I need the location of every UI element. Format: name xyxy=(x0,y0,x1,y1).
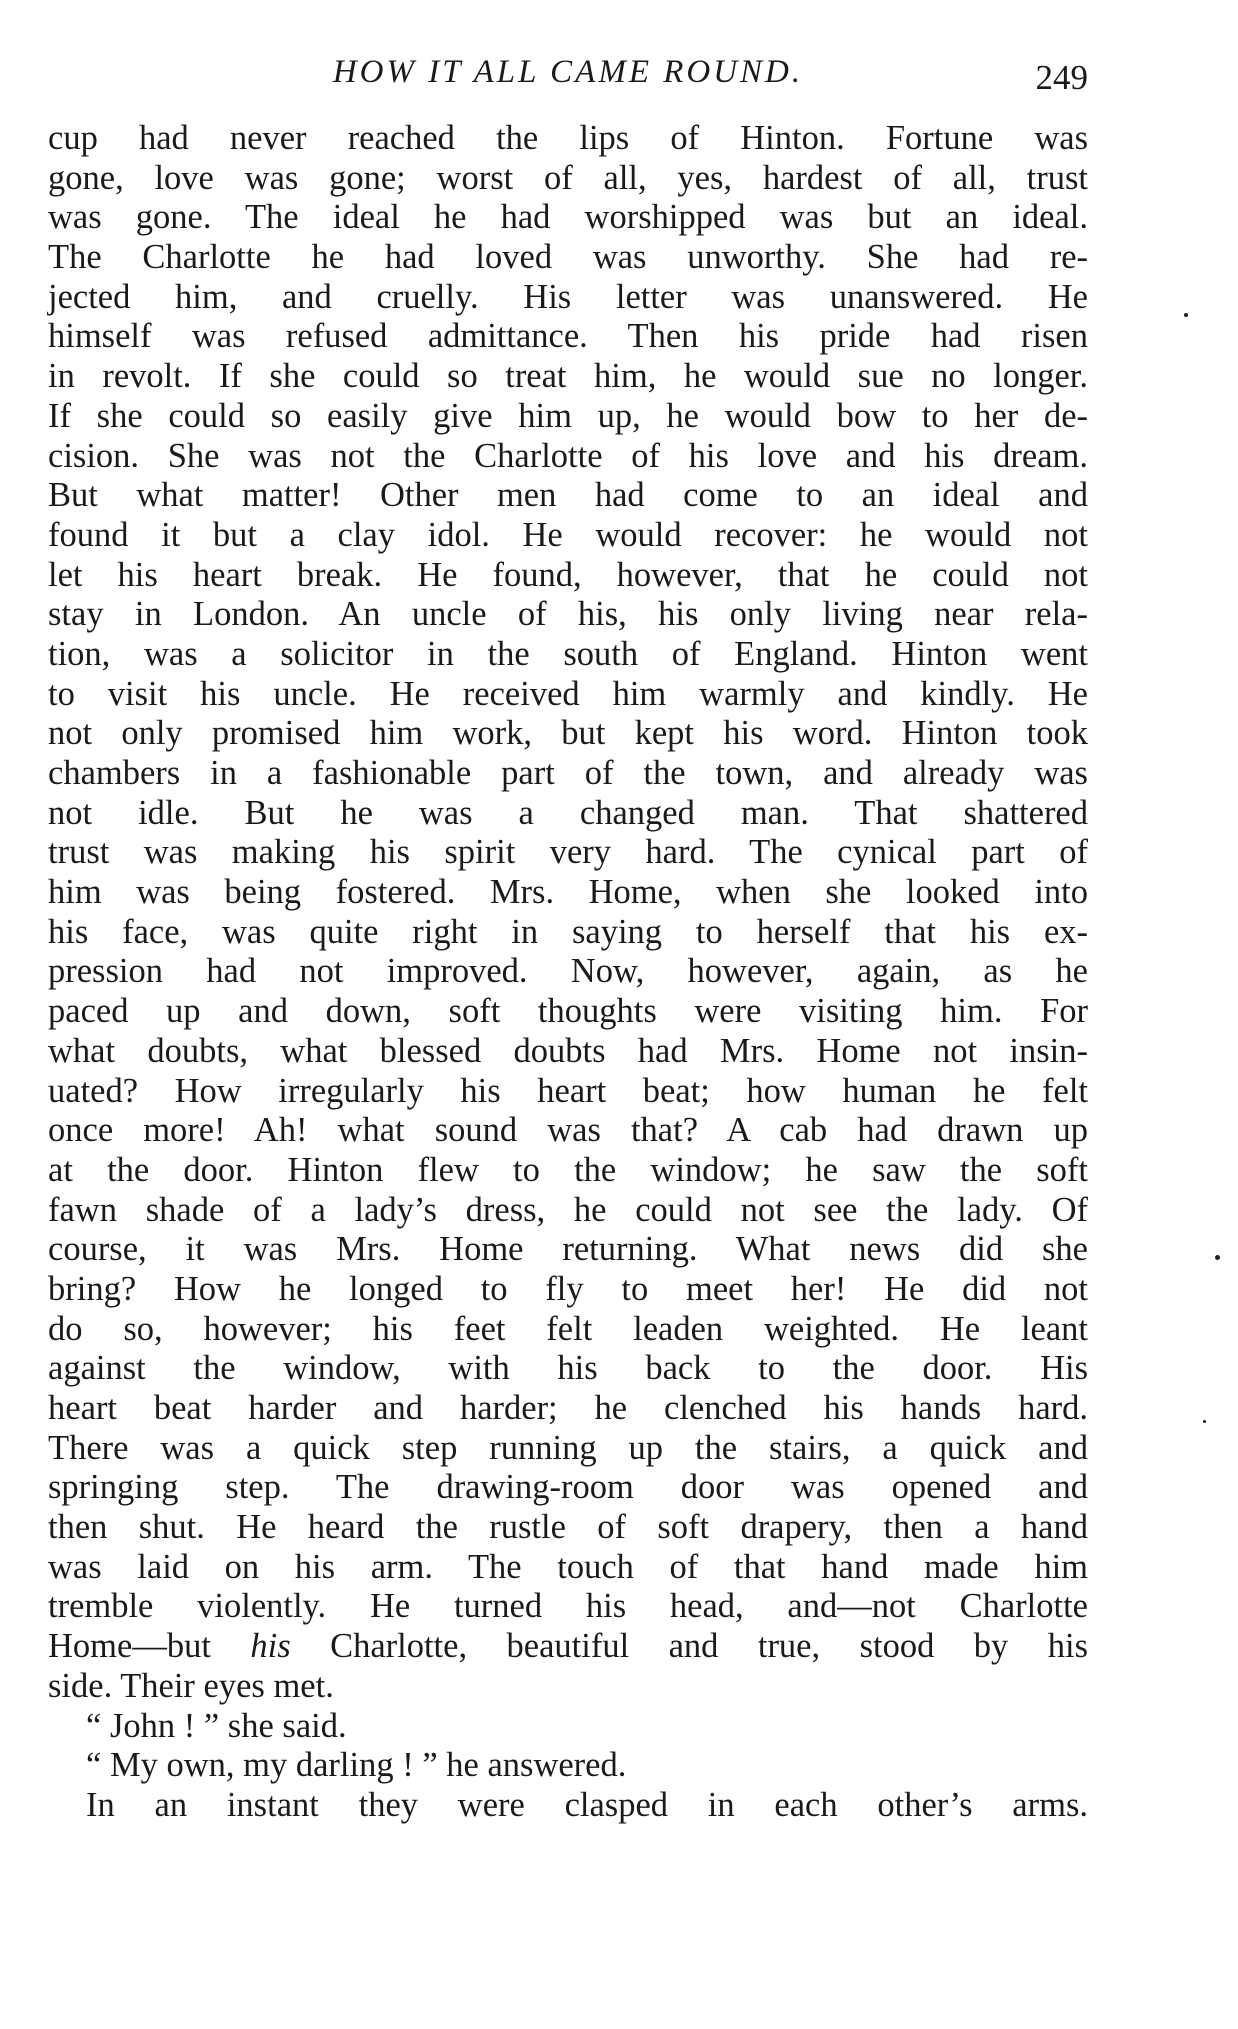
text-line: side. Their eyes met. xyxy=(48,1666,334,1705)
text-line: found it but a clay idol. He would recover: he would not xyxy=(48,515,1088,554)
text-line: was gone. The ideal he had worshipped was but an ideal. xyxy=(48,198,1088,237)
italic-emphasis: his xyxy=(250,1627,291,1666)
text-line: at the door. Hinton flew to the window; he saw the soft xyxy=(48,1150,1088,1189)
text-line: There was a quick step running up the stairs, a quick and xyxy=(48,1428,1088,1467)
text-line: course, it was Mrs. Home returning. What news did she xyxy=(48,1230,1088,1269)
text-line: himself was refused admittance. Then his pride had risen xyxy=(48,317,1088,356)
text-line: “ John ! ” she said. xyxy=(86,1706,347,1745)
text-line: “ My own, my darling ! ” he answered. xyxy=(86,1746,627,1785)
text-line: to visit his uncle. He received him warmly and kindly. He xyxy=(48,674,1088,713)
text-line: what doubts, what blessed doubts had Mrs. Home not insin- xyxy=(48,1031,1088,1070)
text-line: tion, was a solicitor in the south of England. Hinton went xyxy=(48,634,1088,673)
margin-speck xyxy=(1215,1255,1220,1260)
text-line: then shut. He heard the rustle of soft drapery, then a hand xyxy=(48,1508,1088,1547)
text-line: But what matter! Other men had come to an ideal and xyxy=(48,476,1088,515)
margin-speck xyxy=(1203,1420,1206,1423)
text-line: not idle. But he was a changed man. That shattered xyxy=(48,793,1088,832)
text-line: bring? How he longed to fly to meet her! He did not xyxy=(48,1269,1088,1308)
text-line: him was being fostered. Mrs. Home, when she looked into xyxy=(48,873,1088,912)
text-line: do so, however; his feet felt leaden weighted. He leant xyxy=(48,1309,1088,1348)
text-line: once more! Ah! what sound was that? A cab had drawn up xyxy=(48,1111,1088,1150)
text-line: against the window, with his back to the door. His xyxy=(48,1349,1088,1388)
text-line: not only promised him work, but kept his word. Hinton took xyxy=(48,714,1088,753)
text-line: fawn shade of a lady’s dress, he could not see the lady. Of xyxy=(48,1190,1088,1229)
text-line: springing step. The drawing-room door was opened and xyxy=(48,1468,1088,1507)
text-line: pression had not improved. Now, however, again, as he xyxy=(48,952,1088,991)
text-line: let his heart break. He found, however, that he could not xyxy=(48,555,1088,594)
text-line: cision. She was not the Charlotte of his love and his dream. xyxy=(48,436,1088,475)
text-line: in revolt. If she could so treat him, he would sue no longer. xyxy=(48,357,1088,396)
text-line: jected him, and cruelly. His letter was unanswered. He xyxy=(48,277,1088,316)
text-line: heart beat harder and harder; he clenched his hands hard. xyxy=(48,1389,1088,1427)
text-line: tremble violently. He turned his head, and—not Charlotte xyxy=(48,1587,1088,1626)
text-line: was laid on his arm. The touch of that hand made him xyxy=(48,1547,1088,1586)
text-line: The Charlotte he had loved was unworthy. She had re- xyxy=(48,238,1088,277)
running-title: HOW IT ALL CAME ROUND. xyxy=(332,54,804,90)
text-line: trust was making his spirit very hard. The cynical part of xyxy=(48,833,1088,872)
text-line: stay in London. An uncle of his, his only living near rela- xyxy=(48,595,1088,634)
body-text xyxy=(48,119,1088,1826)
text-segment: Home—but xyxy=(48,1627,251,1666)
text-line: In an instant they were clasped in each other’s arms. xyxy=(86,1785,1088,1824)
text-line xyxy=(48,1627,1088,1667)
text-line: paced up and down, soft thoughts were visiting him. For xyxy=(48,992,1088,1031)
text-line: chambers in a fashionable part of the town, and already was xyxy=(48,754,1088,792)
text-line: cup had never reached the lips of Hinton. Fortune was xyxy=(48,119,1088,157)
text-segment: Charlotte, beautiful and true, stood by his xyxy=(290,1627,1088,1666)
page-number: 249 xyxy=(1035,58,1088,97)
text-line: gone, love was gone; worst of all, yes, hardest of all, trust xyxy=(48,158,1088,197)
text-line: If she could so easily give him up, he would bow to her de- xyxy=(48,396,1088,435)
text-line: his face, was quite right in saying to herself that his ex- xyxy=(48,912,1088,951)
running-head xyxy=(48,52,1088,102)
text-line: uated? How irregularly his heart beat; how human he felt xyxy=(48,1071,1088,1110)
margin-speck xyxy=(1184,313,1188,317)
